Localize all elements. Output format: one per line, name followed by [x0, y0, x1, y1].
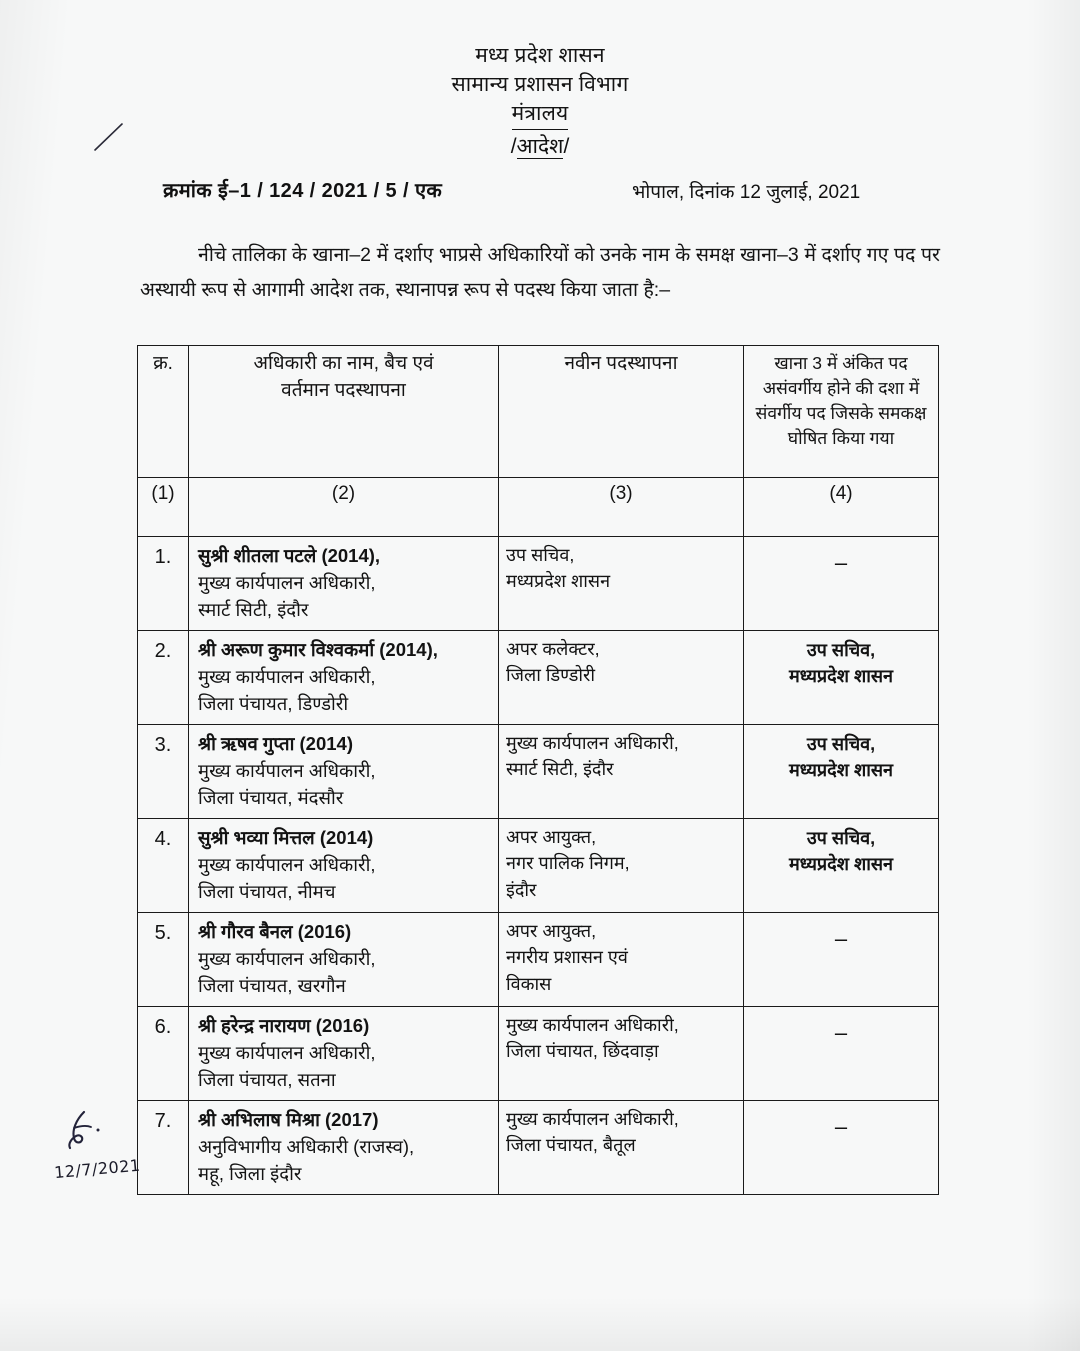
new-post-line-2: नगर पालिक निगम, [506, 853, 630, 874]
new-post-line-2: स्मार्ट सिटी, इंदौर [506, 759, 614, 780]
new-post-line-2: जिला पंचायत, छिंदवाड़ा [506, 1041, 659, 1062]
document-header [0, 0, 1080, 162]
numbering-cell-2: (2) [189, 478, 499, 537]
current-post-line-2: स्मार्ट सिटी, इंदौर [198, 599, 309, 620]
place-and-date: भोपाल, दिनांक 12 जुलाई, 2021 [632, 181, 861, 203]
cell-serial: 4. [138, 819, 189, 913]
table-row [138, 913, 939, 1007]
cell-serial: 1. [138, 537, 189, 631]
body-paragraph: नीचे तालिका के खाना–2 में दर्शाए भाप्रसे अधिकारियों को उनके नाम के समक्ष खाना–3 में दर्शाए गए पद पर अस्थायी रूप से आगामी आदेश तक, स्थानापन्न रूप से पदस्थ किया जाता है:– [140, 243, 940, 301]
table-row [138, 819, 939, 913]
cell-new-posting [499, 537, 744, 631]
current-post-line-1: मुख्य कार्यपालन अधिकारी, [198, 666, 376, 687]
table-row [138, 631, 939, 725]
numbering-cell-1: (1) [138, 478, 189, 537]
new-post-line-3: इंदौर [506, 879, 537, 900]
equivalent-post-line-1: – [834, 926, 848, 951]
cell-officer-details [189, 725, 499, 819]
equivalent-post-line-2: मध्यप्रदेश शासन [788, 854, 894, 875]
officer-name: सुश्री शीतला पटले (2014), [198, 545, 381, 566]
cell-serial: 5. [138, 913, 189, 1007]
equivalent-post-line-1: – [834, 1114, 848, 1139]
cell-equivalent-post [744, 913, 939, 1007]
header-order-word: /आदेश/ [510, 134, 570, 158]
cell-new-posting [499, 913, 744, 1007]
cell-officer-details [189, 1007, 499, 1101]
equivalent-post-line-1: उप सचिव, [806, 640, 876, 660]
cell-serial: 2. [138, 631, 189, 725]
signature-icon [52, 1108, 112, 1156]
cell-equivalent-post [744, 819, 939, 913]
current-post-line-2: जिला पंचायत, मंदसौर [198, 787, 344, 808]
posting-table-wrapper [137, 345, 938, 1195]
new-post-line-2: जिला पंचायत, बैतूल [506, 1135, 636, 1156]
numbering-cell-4: (4) [744, 478, 939, 537]
cell-officer-details [189, 1101, 499, 1195]
current-post-line-1: मुख्य कार्यपालन अधिकारी, [198, 948, 376, 969]
current-post-line-2: महू, जिला इंदौर [198, 1163, 302, 1184]
officer-name: श्री ऋषव गुप्ता (2014) [198, 733, 353, 754]
header-line-state: मध्य प्रदेश शासन [475, 44, 605, 67]
header-cell-officer [189, 346, 499, 478]
current-post-line-1: मुख्य कार्यपालन अधिकारी, [198, 854, 376, 875]
equivalent-post-line-1: – [834, 1020, 848, 1045]
header-order-word-text: आदेश [516, 134, 564, 158]
table-row [138, 1007, 939, 1101]
header-line-ministry: मंत्रालय [512, 100, 569, 130]
new-post-line-2: नगरीय प्रशासन एवं [506, 947, 628, 968]
officer-name: श्री हरेन्द्र नारायण (2016) [198, 1015, 370, 1036]
header-line-department: सामान्य प्रशासन विभाग [451, 72, 629, 96]
current-post-line-1: मुख्य कार्यपालन अधिकारी, [198, 760, 376, 781]
cell-officer-details [189, 913, 499, 1007]
new-post-line-1: मुख्य कार्यपालन अधिकारी, [506, 1015, 679, 1035]
new-post-line-2: जिला डिण्डोरी [506, 665, 596, 686]
table-row [138, 725, 939, 819]
cell-equivalent-post [744, 631, 939, 725]
order-meta-row [0, 176, 1080, 208]
table-row [138, 1101, 939, 1195]
header-cell-new-posting: नवीन पदस्थापना [499, 346, 744, 478]
equivalent-post-line-1: उप सचिव, [806, 828, 876, 848]
cell-officer-details [189, 819, 499, 913]
cell-new-posting [499, 819, 744, 913]
officer-name: श्री अभिलाष मिश्रा (2017) [198, 1109, 379, 1130]
cell-equivalent-post [744, 1101, 939, 1195]
cell-serial: 7. [138, 1101, 189, 1195]
cell-equivalent-post [744, 725, 939, 819]
header-officer-line2: वर्तमान पदस्थापना [281, 379, 406, 401]
current-post-line-1: मुख्य कार्यपालन अधिकारी, [198, 1042, 376, 1063]
new-post-line-2: मध्यप्रदेश शासन [506, 571, 611, 592]
new-post-line-1: मुख्य कार्यपालन अधिकारी, [506, 1109, 679, 1129]
table-row [138, 537, 939, 631]
equivalent-post-line-2: मध्यप्रदेश शासन [788, 760, 894, 781]
current-post-line-2: जिला पंचायत, खरगौन [198, 975, 346, 996]
current-post-line-2: जिला पंचायत, नीमच [198, 881, 336, 902]
current-post-line-1: अनुविभागीय अधिकारी (राजस्व), [198, 1136, 415, 1157]
cell-new-posting [499, 1007, 744, 1101]
new-post-line-1: अपर आयुक्त, [506, 827, 597, 847]
cell-serial: 3. [138, 725, 189, 819]
cell-equivalent-post [744, 537, 939, 631]
current-post-line-2: जिला पंचायत, डिण्डोरी [198, 693, 349, 714]
equivalent-post-line-1: – [834, 550, 848, 575]
table-numbering-row [138, 478, 939, 537]
officer-name: श्री गौरव बैनल (2016) [198, 921, 352, 942]
equivalent-post-line-1: उप सचिव, [806, 734, 876, 754]
current-post-line-1: मुख्य कार्यपालन अधिकारी, [198, 572, 376, 593]
order-number: क्रमांक ई–1 / 124 / 2021 / 5 / एक [163, 179, 443, 202]
new-post-line-1: उप सचिव, [506, 545, 575, 565]
header-cell-serial: क्र. [138, 346, 189, 478]
new-post-line-3: विकास [506, 973, 552, 994]
header-cell-equivalent: खाना 3 में अंकित पद असंवर्गीय होने की दशा में संवर्गीय पद जिसके समकक्ष घोषित किया गया [744, 346, 939, 478]
cell-new-posting [499, 1101, 744, 1195]
new-post-line-1: अपर आयुक्त, [506, 921, 597, 941]
cell-officer-details [189, 537, 499, 631]
new-post-line-1: अपर कलेक्टर, [506, 639, 600, 659]
numbering-cell-3: (3) [499, 478, 744, 537]
new-post-line-1: मुख्य कार्यपालन अधिकारी, [506, 733, 679, 753]
cell-new-posting [499, 725, 744, 819]
table-header-row [138, 346, 939, 478]
posting-table [137, 345, 939, 1195]
cell-officer-details [189, 631, 499, 725]
current-post-line-2: जिला पंचायत, सतना [198, 1069, 336, 1090]
equivalent-post-line-2: मध्यप्रदेश शासन [788, 666, 894, 687]
officer-name: श्री अरूण कुमार विश्वकर्मा (2014), [198, 639, 438, 660]
cell-serial: 6. [138, 1007, 189, 1101]
signature-date: 12/7/2021 [53, 1155, 142, 1183]
cell-new-posting [499, 631, 744, 725]
header-officer-line1: अधिकारी का नाम, बैच एवं [253, 353, 434, 374]
officer-name: सुश्री भव्या मित्तल (2014) [198, 827, 374, 848]
cell-equivalent-post [744, 1007, 939, 1101]
